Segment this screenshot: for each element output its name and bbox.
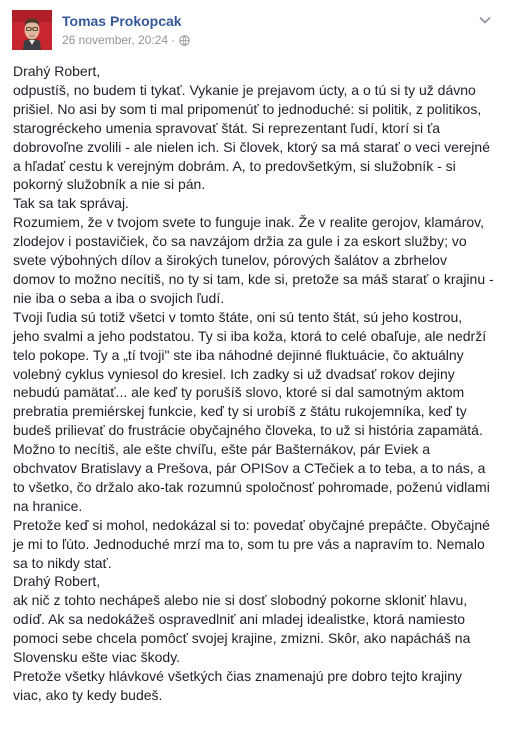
meta-separator: ·	[171, 33, 176, 47]
post-line: Drahý Robert,	[13, 573, 101, 590]
post-line: Rozumiem, že v tvojom svete to funguje inak. Že v realite gerojov, klamárov,	[13, 214, 485, 231]
globe-icon[interactable]	[179, 35, 190, 46]
post-line: Tvoji ľudia sú totiž všetci v tomto štáte, oni sú tento štát, sú jeho kostrou,	[13, 308, 463, 325]
post-line: budeš prilievať do frustrácie obyčajného človeka, to už si história zapamätá.	[13, 422, 483, 439]
post-line: Drahý Robert,	[13, 63, 101, 79]
post-line: domov to možno necítiš, no ty si tam, kde si, pretože sa máš starať o krajinu -	[13, 270, 494, 287]
post-line: pokorný služobník a nie si pán.	[13, 176, 206, 193]
post-line: dobrovoľne zvolili - ale nielen ich. Si človek, ktorý sa má starať o veci verejné	[13, 138, 490, 155]
post-line: jeho svalmi a jeho podstatou. Ty si iba koža, ktorá to celé obaľuje, ale nedrží	[13, 327, 487, 344]
post-line: obchvatov Bratislavy a Prešova, pár OPISov a CTečiek a to teba, a to nás, a	[13, 460, 486, 477]
post-line: telo pokope. Ty a „tí tvoji" ste iba náhodné dejinné fluktuácie, čo aktuálny	[13, 346, 464, 363]
post-timestamp[interactable]: 26 november, 20:24	[62, 33, 169, 47]
avatar-image	[12, 10, 52, 50]
post-header	[12, 10, 495, 54]
post-line: pomoci sebe chcela pomôcť svojej krajine, zmizni. Skôr, ako napácháš na	[13, 630, 471, 647]
author-name[interactable]: Tomas Prokopcak	[62, 13, 182, 29]
post-line: ak nič z tohto nechápeš alebo nie si dosť slobodný pokorne skloniť hlavu,	[13, 592, 468, 609]
post-line: Pretože keď si mohol, nedokázal si to: povedať obyčajné prepáčte. Obyčajné	[13, 516, 490, 533]
post-line: Možno to necítiš, ale ešte chvíľu, ešte pár Bašternákov, pár Eviek a	[13, 441, 431, 458]
post-line: prebratia premiérskej funkcie, keď ty si urobíš z štátu rukojemníka, keď ty	[13, 403, 467, 420]
post-line: prišiel. No asi by som ti mal pripomenúť to jednoduché: si politik, z politikos,	[13, 100, 482, 117]
post-line: svete výbohných dílov a širokých tunelov, pórových šalátov a zbrhelov	[13, 252, 447, 269]
post-line: nie iba o seba a iba o svojich ľudí.	[13, 289, 225, 306]
post-line: Tak sa tak správaj.	[13, 195, 129, 212]
post-line: je mi to ľúto. Jednoduché mrzí ma to, som tu pre vás a napravím to. Nemalo	[13, 535, 485, 552]
post-line: Pretože všetky hlávkové všetkých čias znamenajú pre dobro tejto krajiny	[13, 668, 462, 684]
chevron-down-icon[interactable]	[477, 12, 493, 28]
post-line: sa to nikdy stať.	[13, 554, 112, 571]
post-line: viac, ako ty kedy budeš.	[13, 686, 163, 703]
post-line: to všetko, čo držalo ako-tak rozumnú spoločnosť pohromade, poženú vidlami	[13, 478, 490, 495]
post-line: na hranice.	[13, 497, 83, 514]
post-line: starogréckeho umenia spravovať štát. Si reprezentant ľudí, ktorí si ťa	[13, 119, 441, 136]
post-line: odpustíš, no budem ti tykať. Vykanie je prejavom úcty, a o tú si ty už dávno	[13, 81, 476, 98]
post-line: zlodejov i postavičiek, čo sa navzájom držia za gule i za eskort služby; vo	[13, 233, 467, 250]
post-line: a hľadať cestu k verejným dobrám. A, to predovšetkým, si služobník - si	[13, 157, 456, 174]
post-line: nebudú pamätať... ale keď ty porušíš slovo, ktoré si dal samotným aktom	[13, 384, 465, 401]
post-meta	[62, 33, 190, 47]
post-line: odíď. Ak sa nedokážeš ospravedlniť ani mladej idealistke, ktorá namiesto	[13, 611, 465, 628]
post-line: volebný cyklus vyniesol do kresiel. Ich zadky si už dvadsať rokov dejiny	[13, 365, 455, 382]
post-line: Slovensku ešte viac škody.	[13, 649, 181, 666]
avatar[interactable]	[12, 10, 52, 50]
post-body	[13, 62, 495, 705]
